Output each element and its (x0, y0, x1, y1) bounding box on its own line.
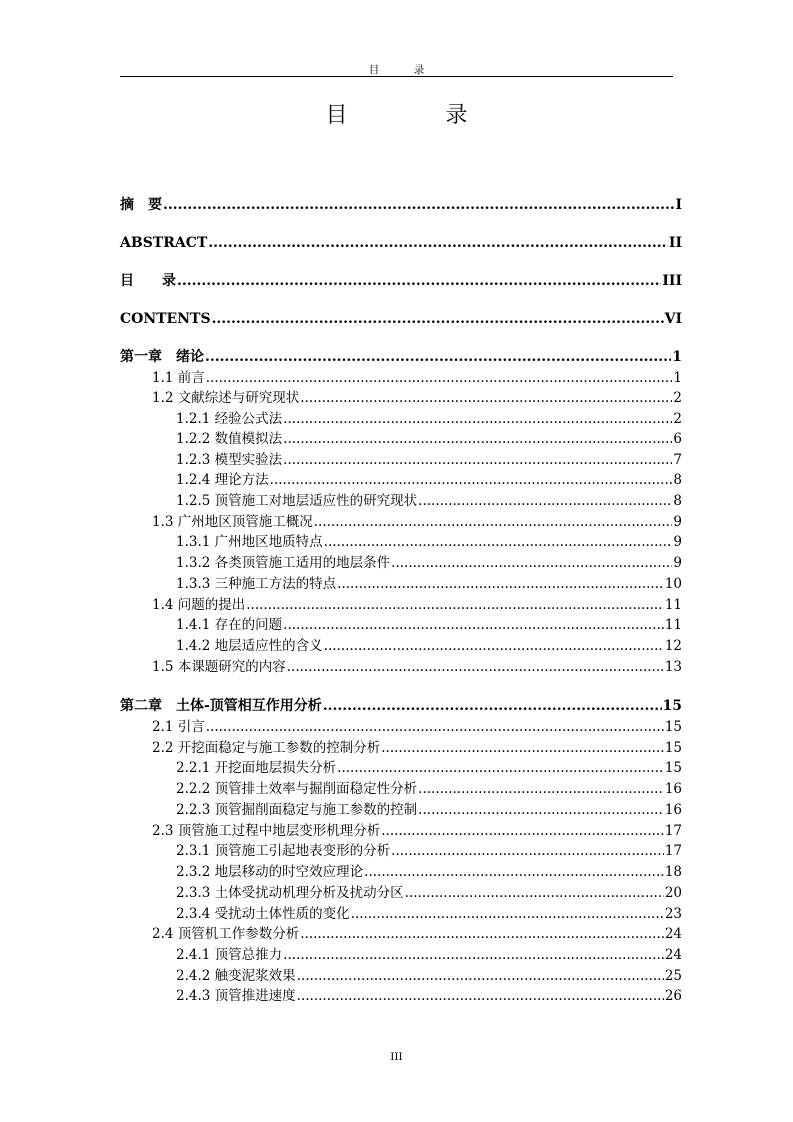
toc-entry-label: 2.3 顶管施工过程中地层变形机理分析 (152, 823, 381, 839)
toc-leader-dots (351, 904, 664, 924)
toc-entry-label: 1.3.2 各类顶管施工适用的地层条件 (176, 555, 391, 571)
toc-entry-page: 20 (664, 885, 682, 901)
toc-leader-dots (283, 945, 664, 965)
toc-leader-dots (300, 388, 672, 408)
toc-leader-dots (283, 615, 664, 635)
toc-entry-page: 15 (664, 740, 682, 756)
toc-entry-page: 2 (673, 390, 682, 406)
toc-leader-dots (391, 553, 672, 573)
toc-entry (152, 738, 682, 758)
toc-entry-label: 1.2.4 理论方法 (176, 472, 269, 488)
toc-leader-dots (418, 800, 664, 820)
toc-leader-dots (212, 309, 664, 329)
toc-entry (176, 841, 682, 861)
toc-entry-page: 11 (664, 597, 682, 613)
toc-entry-page: 11 (664, 617, 682, 633)
toc-entry (176, 553, 682, 573)
toc-entry-page: 13 (664, 659, 682, 675)
toc-leader-dots (177, 271, 661, 291)
toc-leader-dots (297, 986, 664, 1006)
toc-entry-label: 目 录 (120, 273, 176, 289)
toc-entry-page: 26 (664, 988, 682, 1004)
toc-entry (152, 512, 682, 532)
toc-entry (152, 368, 682, 388)
toc-entry-label: 1.4.1 存在的问题 (176, 617, 283, 633)
toc-entry-page: 1 (672, 349, 682, 365)
toc-entry-label: 2.4.3 顶管推进速度 (176, 988, 296, 1004)
toc-entry-page: 17 (664, 843, 682, 859)
toc-entry (176, 800, 682, 820)
toc-entry-page: 16 (664, 781, 682, 797)
toc-entry-label: 2.3.3 土体受扰动机理分析及扰动分区 (176, 885, 404, 901)
toc-leader-dots (314, 512, 673, 532)
toc-entry (120, 233, 682, 253)
toc-entry (176, 945, 682, 965)
toc-leader-dots (418, 779, 664, 799)
toc-entry-page: 24 (664, 947, 682, 963)
toc-entry-label: 2.4 顶管机工作参数分析 (152, 926, 300, 942)
toc-leader-dots (206, 717, 664, 737)
toc-entry-page: VI (664, 311, 682, 327)
toc-leader-dots (337, 758, 664, 778)
toc-entry (176, 409, 682, 429)
toc-entry-label: 1.4 问题的提出 (152, 597, 246, 613)
toc-entry-label: 2.3.2 地层移动的时空效应理论 (176, 864, 364, 880)
toc-entry-page: 15 (662, 698, 682, 714)
toc-leader-dots (323, 696, 662, 716)
toc-entry (176, 966, 682, 986)
toc-entry-page: 6 (673, 431, 682, 447)
page-number: III (390, 1051, 403, 1063)
toc-entry (176, 532, 682, 552)
toc-entry (176, 615, 682, 635)
toc-entry-label: 摘 要 (120, 197, 162, 213)
toc-entry-label: 1.2.2 数值模拟法 (176, 431, 283, 447)
toc-entry (176, 636, 682, 656)
toc-entry-page: 23 (664, 906, 682, 922)
toc-entry-page: 2 (673, 411, 682, 427)
toc-leader-dots (405, 883, 664, 903)
toc-entry-label: 2.3.4 受扰动土体性质的变化 (176, 906, 350, 922)
toc-leader-dots (283, 409, 672, 429)
toc-entry (152, 388, 682, 408)
toc-entry-page: 25 (664, 968, 682, 984)
toc-entry-label: 1.2.1 经验公式法 (176, 411, 283, 427)
toc-entry-page: II (668, 235, 682, 251)
toc-entry-page: 15 (664, 760, 682, 776)
toc-entry-label: 1.2 文献综述与研究现状 (152, 390, 300, 406)
page-title: 目 录 (325, 103, 506, 128)
toc-leader-dots (418, 491, 672, 511)
toc-entry (152, 924, 682, 944)
toc-entry (120, 195, 682, 215)
toc-entry-label: 1.2.3 模型实验法 (176, 452, 283, 468)
toc-entry-page: I (675, 197, 682, 213)
toc-entry-label: CONTENTS (120, 311, 211, 327)
toc-entry (176, 862, 682, 882)
toc-leader-dots (297, 966, 664, 986)
toc-entry-page: 9 (673, 555, 682, 571)
toc-leader-dots (324, 636, 664, 656)
toc-entry-page: 9 (673, 514, 682, 530)
toc-entry-label: 1.2.5 顶管施工对地层适应性的研究现状 (176, 493, 418, 509)
toc-leader-dots (270, 470, 673, 490)
toc-leader-dots (283, 450, 672, 470)
toc-leader-dots (283, 429, 672, 449)
toc-entry-label: 2.2.1 开挖面地层损失分析 (176, 760, 337, 776)
toc-entry-page: 8 (673, 472, 682, 488)
toc-entry (176, 450, 682, 470)
toc-entry-page: 24 (664, 926, 682, 942)
toc-entry (152, 657, 682, 677)
toc-leader-dots (287, 657, 664, 677)
toc-entry (120, 309, 682, 329)
toc-entry (176, 574, 682, 594)
toc-entry (152, 821, 682, 841)
toc-entry-label: 2.4.1 顶管总推力 (176, 947, 283, 963)
toc-entry-page: 17 (664, 823, 682, 839)
toc-entry-page: 18 (664, 864, 682, 880)
toc-entry (176, 429, 682, 449)
toc-entry-label: 2.3.1 顶管施工引起地表变形的分析 (176, 843, 391, 859)
toc-entry-label: 1.5 本课题研究的内容 (152, 659, 286, 675)
toc-entry (176, 758, 682, 778)
header-rule (120, 76, 673, 77)
toc-entry (120, 347, 682, 367)
toc-leader-dots (324, 532, 673, 552)
toc-entry-page: III (662, 273, 682, 289)
toc-leader-dots (391, 841, 664, 861)
toc-entry-label: 2.2.2 顶管排土效率与掘削面稳定性分析 (176, 781, 418, 797)
toc-entry (152, 595, 682, 615)
toc-entry-page: 9 (673, 534, 682, 550)
toc-entry-label: ABSTRACT (120, 235, 208, 251)
toc-leader-dots (300, 924, 664, 944)
toc-entry (176, 491, 682, 511)
toc-entry-label: 第一章 绪论 (120, 349, 204, 365)
toc-entry-page: 1 (673, 370, 682, 386)
toc-entry-page: 7 (673, 452, 682, 468)
toc-entry-label: 第二章 土体-顶管相互作用分析 (120, 698, 322, 714)
toc-entry (120, 271, 682, 291)
toc-entry (176, 904, 682, 924)
toc-entry-label: 2.4.2 触变泥浆效果 (176, 968, 296, 984)
toc-leader-dots (206, 368, 673, 388)
toc-entry-label: 1.3.1 广州地区地质特点 (176, 534, 323, 550)
toc-entry-page: 16 (664, 802, 682, 818)
toc-entry (176, 986, 682, 1006)
toc-leader-dots (381, 821, 664, 841)
toc-entry-label: 1.4.2 地层适应性的含义 (176, 638, 323, 654)
toc-entry (176, 470, 682, 490)
toc-entry-page: 12 (664, 638, 682, 654)
toc-entry-page: 8 (673, 493, 682, 509)
toc-entry-label: 2.2.3 顶管掘削面稳定与施工参数的控制 (176, 802, 418, 818)
toc-leader-dots (205, 347, 671, 367)
toc-entry-page: 10 (664, 576, 682, 592)
toc-leader-dots (364, 862, 664, 882)
toc-leader-dots (337, 574, 664, 594)
toc-entry-label: 2.1 引言 (152, 719, 205, 735)
running-header: 目 录 (368, 64, 437, 76)
toc-leader-dots (246, 595, 664, 615)
toc-entry-label: 1.3.3 三种施工方法的特点 (176, 576, 337, 592)
toc-entry (120, 696, 682, 716)
toc-entry (176, 779, 682, 799)
toc-entry (176, 883, 682, 903)
toc-entry-page: 15 (664, 719, 682, 735)
toc-entry (152, 717, 682, 737)
toc-entry-label: 2.2 开挖面稳定与施工参数的控制分析 (152, 740, 381, 756)
toc-leader-dots (381, 738, 664, 758)
toc-leader-dots (208, 233, 668, 253)
toc-entry-label: 1.3 广州地区顶管施工概况 (152, 514, 313, 530)
toc-leader-dots (163, 195, 674, 215)
toc-entry-label: 1.1 前言 (152, 370, 205, 386)
